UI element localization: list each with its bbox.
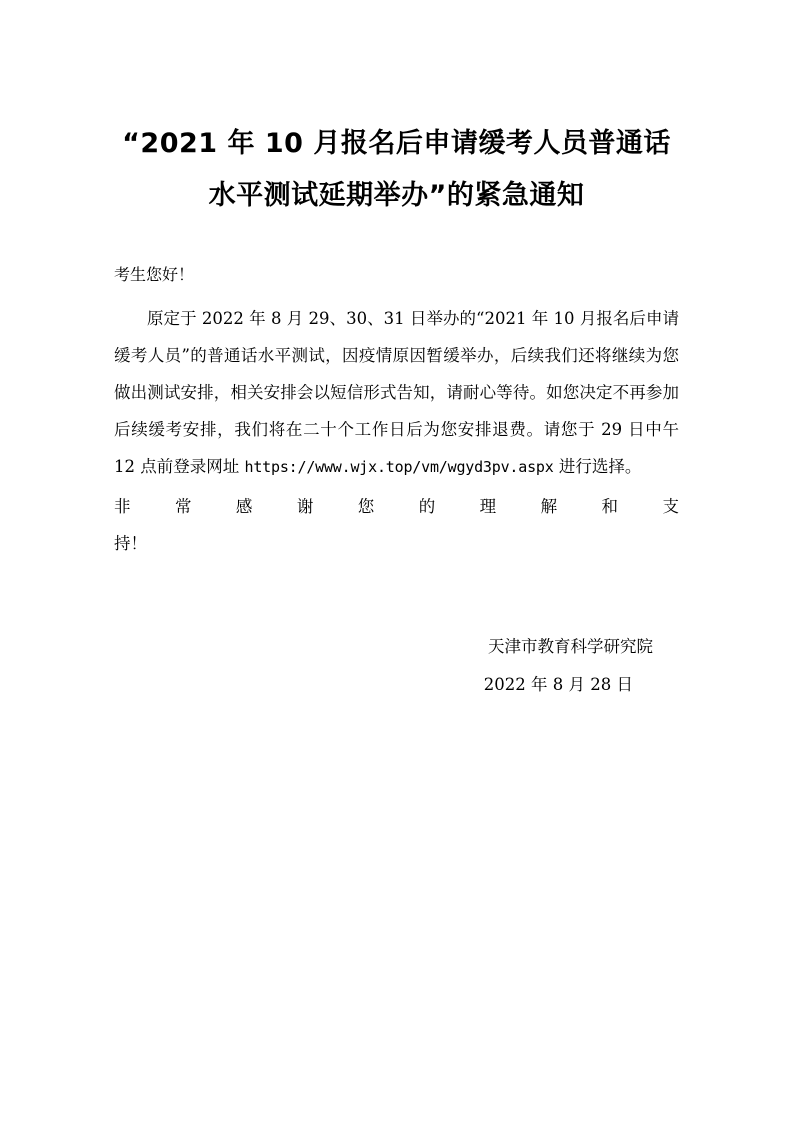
thanks-paragraph bbox=[114, 486, 679, 562]
body-paragraph-tail: 进行选择。 bbox=[553, 457, 642, 476]
thanks-tail: 持！ bbox=[114, 534, 147, 553]
body-paragraph bbox=[114, 290, 679, 486]
page-title-line-2: 水平测试延期举办”的紧急通知 bbox=[208, 180, 585, 211]
signature-date: 2022 年 8 月 28 日 bbox=[483, 675, 633, 694]
thanks-line: 非常感谢您的理解和支 bbox=[114, 497, 679, 516]
page-title bbox=[114, 0, 679, 222]
signature-organization: 天津市教育科学研究院 bbox=[488, 637, 653, 656]
body-paragraph-text: 原定于 2022 年 8 月 29、30、31 日举办的“2021 年 10 月报名后申请缓考人员”的普通话水平测试，因疫情原因暂缓举办，后续我们还将继续为您做出测试安排，相关安排会以短信形式告知，请耐心等待。如您决定不再参加后续缓考安排，我们将在二十个工作日后为您安排退费。请您于 29 日中午 12 点前登录网址 bbox=[114, 309, 679, 476]
page-title-line-1: “2021 年 10 月报名后申请缓考人员普通话 bbox=[122, 128, 671, 159]
salutation: 考生您好！ bbox=[114, 265, 195, 284]
registration-url[interactable]: https://www.wjx.top/vm/wgyd3pv.aspx bbox=[244, 458, 554, 476]
signature-block bbox=[114, 562, 679, 704]
